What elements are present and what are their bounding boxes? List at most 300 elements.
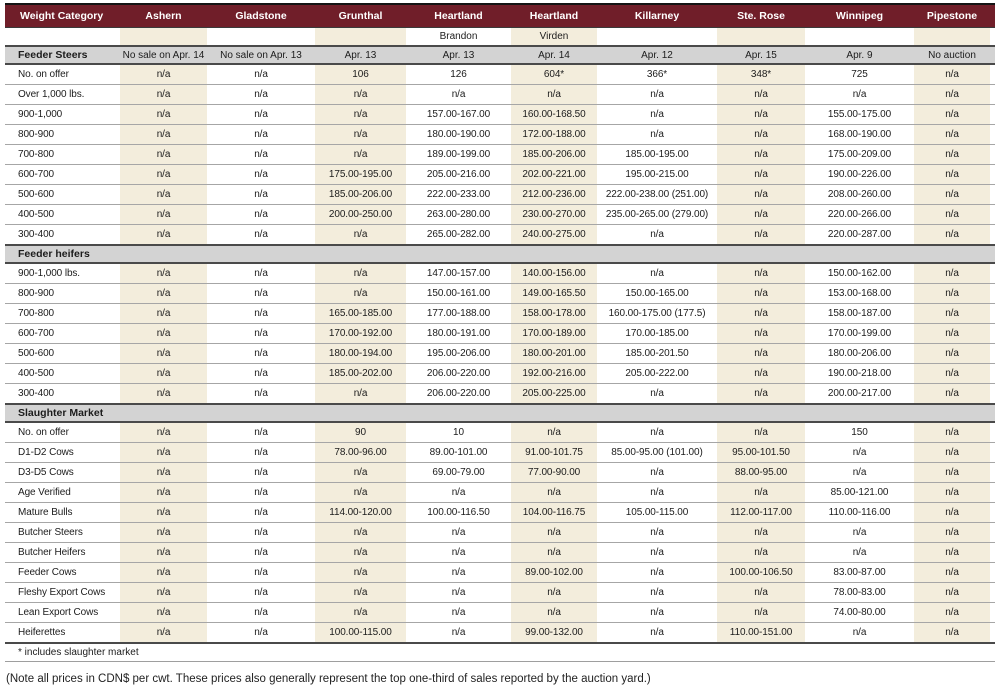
value-cell: 189.00-199.00 — [426, 149, 491, 160]
value-cell: n/a — [909, 225, 995, 246]
value-cell: n/a — [254, 627, 268, 638]
value-cell: n/a — [451, 89, 466, 100]
column-header: Ste. Rose — [712, 4, 810, 28]
subheader-cell — [310, 28, 411, 47]
table-row — [5, 324, 995, 344]
value-cell: n/a — [650, 567, 664, 578]
section-date-cell: No sale on Apr. 13 — [212, 46, 310, 64]
section-header-row — [5, 245, 995, 263]
value-cell: n/a — [254, 328, 268, 339]
value-cell: 348* — [712, 64, 810, 85]
value-cell: n/a — [650, 129, 664, 140]
value-cell: 85.00-121.00 — [830, 487, 889, 498]
value-cell: 89.00-101.00 — [429, 447, 488, 458]
value-cell: n/a — [506, 583, 602, 603]
value-cell: 147.00-157.00 — [426, 268, 491, 279]
value-cell: 99.00-132.00 — [506, 623, 602, 644]
footnote-row — [5, 643, 995, 662]
value-cell: 170.00-192.00 — [310, 324, 411, 344]
value-cell: 83.00-87.00 — [833, 567, 886, 578]
row-label: 400-500 — [18, 368, 54, 379]
value-cell: n/a — [115, 344, 212, 364]
value-cell: n/a — [254, 69, 268, 80]
value-cell: 110.00-151.00 — [712, 623, 810, 644]
value-cell: n/a — [909, 543, 995, 563]
table-row — [5, 64, 995, 85]
section-date-cell — [602, 404, 712, 422]
value-cell: 263.00-280.00 — [426, 209, 491, 220]
value-cell: 240.00-275.00 — [506, 225, 602, 246]
value-cell: n/a — [254, 268, 268, 279]
value-cell: n/a — [712, 483, 810, 503]
value-cell: 195.00-215.00 — [625, 169, 689, 180]
subheader-cell — [212, 28, 310, 47]
row-label: Butcher Heifers — [18, 547, 86, 558]
section-date-cell: Apr. 12 — [602, 46, 712, 64]
section-date-cell — [115, 404, 212, 422]
value-cell: n/a — [451, 567, 466, 578]
subheader-cell — [115, 28, 212, 47]
value-cell: n/a — [254, 507, 268, 518]
value-cell: n/a — [712, 583, 810, 603]
table-row — [5, 583, 995, 603]
table-row — [5, 384, 995, 405]
value-cell: 206.00-220.00 — [426, 368, 491, 379]
table-row — [5, 503, 995, 523]
value-cell: n/a — [909, 263, 995, 284]
section-date-cell — [810, 404, 909, 422]
value-cell: 205.00-225.00 — [506, 384, 602, 405]
value-cell: 725 — [851, 69, 868, 80]
value-cell: n/a — [115, 443, 212, 463]
value-cell: n/a — [115, 503, 212, 523]
value-cell: n/a — [650, 89, 664, 100]
value-cell: n/a — [254, 587, 268, 598]
column-header: Gladstone — [212, 4, 310, 28]
value-cell: n/a — [115, 64, 212, 85]
value-cell: n/a — [115, 463, 212, 483]
table-row — [5, 263, 995, 284]
value-cell: 202.00-221.00 — [506, 165, 602, 185]
cattle-price-table — [5, 3, 995, 662]
value-cell: n/a — [506, 543, 602, 563]
row-label: 400-500 — [18, 209, 54, 220]
value-cell: 74.00-80.00 — [833, 607, 886, 618]
value-cell: n/a — [852, 467, 867, 478]
value-cell: 180.00-194.00 — [310, 344, 411, 364]
value-cell: n/a — [712, 364, 810, 384]
value-cell: n/a — [254, 467, 268, 478]
table-row — [5, 105, 995, 125]
value-cell: n/a — [909, 563, 995, 583]
section-date-cell — [506, 404, 602, 422]
value-cell: n/a — [451, 587, 466, 598]
value-cell: n/a — [254, 308, 268, 319]
value-cell: 206.00-220.00 — [426, 388, 491, 399]
value-cell: 192.00-216.00 — [506, 364, 602, 384]
value-cell: n/a — [712, 523, 810, 543]
value-cell: 149.00-165.50 — [506, 284, 602, 304]
value-cell: n/a — [115, 324, 212, 344]
value-cell: n/a — [852, 527, 867, 538]
table-row — [5, 463, 995, 483]
value-cell: 88.00-95.00 — [712, 463, 810, 483]
value-cell: n/a — [650, 627, 664, 638]
value-cell: n/a — [310, 483, 411, 503]
value-cell: 220.00-287.00 — [827, 229, 892, 240]
value-cell: n/a — [650, 527, 664, 538]
value-cell: n/a — [115, 225, 212, 246]
value-cell: 150.00-162.00 — [827, 268, 892, 279]
value-cell: n/a — [254, 607, 268, 618]
value-cell: 150.00-165.00 — [625, 288, 689, 299]
section-date-cell — [212, 245, 310, 263]
value-cell: 158.00-178.00 — [506, 304, 602, 324]
table-row — [5, 145, 995, 165]
value-cell: n/a — [650, 607, 664, 618]
value-cell: n/a — [852, 547, 867, 558]
table-row — [5, 125, 995, 145]
value-cell: 185.00-206.00 — [310, 185, 411, 205]
value-cell: n/a — [712, 422, 810, 443]
column-header: Pipestone — [909, 4, 995, 28]
value-cell: n/a — [254, 169, 268, 180]
value-cell: n/a — [254, 368, 268, 379]
value-cell: n/a — [650, 229, 664, 240]
subheader-cell — [712, 28, 810, 47]
value-cell: n/a — [254, 288, 268, 299]
value-cell: 77.00-90.00 — [506, 463, 602, 483]
table-row — [5, 85, 995, 105]
value-cell: n/a — [909, 483, 995, 503]
column-header: Heartland — [411, 4, 506, 28]
value-cell: 90 — [310, 422, 411, 443]
row-label: D3-D5 Cows — [18, 467, 74, 478]
value-cell: 222.00-238.00 (251.00) — [605, 189, 709, 200]
value-cell: 185.00-206.00 — [506, 145, 602, 165]
section-header-row — [5, 404, 995, 422]
value-cell: n/a — [310, 263, 411, 284]
value-cell: 165.00-185.00 — [310, 304, 411, 324]
value-cell: n/a — [712, 205, 810, 225]
value-cell: n/a — [254, 487, 268, 498]
table-row — [5, 603, 995, 623]
value-cell: n/a — [650, 547, 664, 558]
price-note-text: (Note all prices in CDN$ per cwt. These prices also generally represent the top one-third of sales reported by the auction yard.) — [6, 673, 651, 685]
value-cell: n/a — [115, 185, 212, 205]
section-header-row — [5, 46, 995, 64]
value-cell: n/a — [712, 105, 810, 125]
value-cell: n/a — [909, 443, 995, 463]
value-cell: n/a — [506, 85, 602, 105]
value-cell: 172.00-188.00 — [506, 125, 602, 145]
value-cell: n/a — [310, 125, 411, 145]
value-cell: n/a — [909, 105, 995, 125]
value-cell: n/a — [712, 324, 810, 344]
value-cell: 126 — [450, 69, 467, 80]
table-row — [5, 523, 995, 543]
row-label: 500-600 — [18, 189, 54, 200]
value-cell: 212.00-236.00 — [506, 185, 602, 205]
column-header: Grunthal — [310, 4, 411, 28]
value-cell: n/a — [451, 547, 466, 558]
table-row — [5, 304, 995, 324]
row-label: 700-800 — [18, 149, 54, 160]
value-cell: 100.00-106.50 — [712, 563, 810, 583]
value-cell: n/a — [115, 263, 212, 284]
value-cell: n/a — [451, 527, 466, 538]
table-row — [5, 543, 995, 563]
row-label: No. on offer — [18, 69, 69, 80]
table-row — [5, 623, 995, 644]
value-cell: n/a — [712, 284, 810, 304]
row-label: Mature Bulls — [18, 507, 73, 518]
value-cell: n/a — [115, 284, 212, 304]
value-cell: 222.00-233.00 — [426, 189, 491, 200]
section-date-cell: No sale on Apr. 14 — [115, 46, 212, 64]
value-cell: 89.00-102.00 — [506, 563, 602, 583]
subheader-cell — [810, 28, 909, 47]
value-cell: n/a — [909, 583, 995, 603]
row-label: 500-600 — [18, 348, 54, 359]
value-cell: n/a — [310, 145, 411, 165]
value-cell: n/a — [115, 422, 212, 443]
section-date-cell — [909, 245, 995, 263]
subheader-cell — [5, 28, 115, 47]
table-row — [5, 364, 995, 384]
row-label: Fleshy Export Cows — [18, 587, 106, 598]
section-date-cell: No auction — [909, 46, 995, 64]
value-cell: n/a — [650, 427, 664, 438]
section-title: Slaughter Market — [5, 404, 115, 422]
value-cell: n/a — [254, 427, 268, 438]
value-cell: 153.00-168.00 — [827, 288, 892, 299]
section-date-cell — [909, 404, 995, 422]
table-row — [5, 185, 995, 205]
value-cell: n/a — [310, 583, 411, 603]
value-cell: n/a — [254, 129, 268, 140]
value-cell: 91.00-101.75 — [506, 443, 602, 463]
value-cell: n/a — [254, 229, 268, 240]
value-cell: n/a — [506, 483, 602, 503]
value-cell: 150.00-161.00 — [426, 288, 491, 299]
value-cell: 106 — [310, 64, 411, 85]
value-cell: 190.00-226.00 — [827, 169, 892, 180]
value-cell: n/a — [254, 149, 268, 160]
value-cell: 220.00-266.00 — [827, 209, 892, 220]
value-cell: 105.00-115.00 — [625, 507, 689, 518]
value-cell: 155.00-175.00 — [827, 109, 892, 120]
value-cell: n/a — [909, 304, 995, 324]
value-cell: n/a — [115, 165, 212, 185]
row-label: Over 1,000 lbs. — [18, 89, 85, 100]
value-cell: n/a — [115, 125, 212, 145]
value-cell: n/a — [254, 447, 268, 458]
value-cell: n/a — [115, 483, 212, 503]
value-cell: n/a — [115, 364, 212, 384]
value-cell: n/a — [310, 284, 411, 304]
value-cell: 208.00-260.00 — [827, 189, 892, 200]
section-date-cell: Apr. 13 — [310, 46, 411, 64]
value-cell: 185.00-201.50 — [625, 348, 689, 359]
value-cell: 104.00-116.75 — [506, 503, 602, 523]
row-label: 600-700 — [18, 328, 54, 339]
value-cell: n/a — [451, 487, 466, 498]
value-cell: n/a — [909, 284, 995, 304]
section-title: Feeder Steers — [5, 46, 115, 64]
subheader-cell: Brandon — [439, 31, 478, 42]
value-cell: n/a — [310, 463, 411, 483]
value-cell: 110.00-116.00 — [828, 507, 891, 518]
row-label: 800-900 — [18, 288, 54, 299]
column-header: Heartland — [506, 4, 602, 28]
table-row — [5, 422, 995, 443]
table-row — [5, 563, 995, 583]
table-row — [5, 225, 995, 246]
value-cell: 205.00-222.00 — [625, 368, 689, 379]
value-cell: n/a — [852, 447, 867, 458]
value-cell: n/a — [909, 205, 995, 225]
subheader-cell — [909, 28, 995, 47]
value-cell: n/a — [712, 344, 810, 364]
section-date-cell — [310, 245, 411, 263]
value-cell: n/a — [712, 185, 810, 205]
value-cell: n/a — [909, 364, 995, 384]
value-cell: n/a — [909, 85, 995, 105]
value-cell: n/a — [909, 422, 995, 443]
row-label: 300-400 — [18, 388, 54, 399]
row-label: Heiferettes — [18, 627, 66, 638]
row-label: Feeder Cows — [18, 567, 77, 578]
footnote-text: * includes slaughter market — [18, 647, 139, 658]
value-cell: n/a — [115, 563, 212, 583]
value-cell: 185.00-202.00 — [310, 364, 411, 384]
value-cell: 10 — [453, 427, 464, 438]
section-date-cell — [212, 404, 310, 422]
value-cell: 175.00-195.00 — [310, 165, 411, 185]
value-cell: n/a — [909, 463, 995, 483]
row-label: Age Verified — [18, 487, 71, 498]
value-cell: n/a — [909, 503, 995, 523]
value-cell: n/a — [254, 388, 268, 399]
value-cell: n/a — [650, 487, 664, 498]
value-cell: n/a — [115, 384, 212, 405]
value-cell: 100.00-116.50 — [427, 507, 490, 518]
value-cell: n/a — [254, 109, 268, 120]
row-label: No. on offer — [18, 427, 69, 438]
value-cell: n/a — [506, 603, 602, 623]
row-label: 700-800 — [18, 308, 54, 319]
column-header: Winnipeg — [810, 4, 909, 28]
section-title: Feeder heifers — [5, 245, 115, 263]
value-cell: n/a — [254, 189, 268, 200]
value-cell: n/a — [712, 263, 810, 284]
value-cell: 160.00-168.50 — [506, 105, 602, 125]
subheader-cell: Virden — [506, 28, 602, 47]
value-cell: n/a — [650, 587, 664, 598]
value-cell: 180.00-190.00 — [426, 129, 491, 140]
value-cell: n/a — [310, 523, 411, 543]
value-cell: 78.00-96.00 — [310, 443, 411, 463]
section-date-cell: Apr. 14 — [506, 46, 602, 64]
value-cell: n/a — [712, 145, 810, 165]
value-cell: 168.00-190.00 — [827, 129, 892, 140]
section-date-cell: Apr. 13 — [411, 46, 506, 64]
section-date-cell — [115, 245, 212, 263]
section-date-cell — [310, 404, 411, 422]
value-cell: 205.00-216.00 — [426, 169, 491, 180]
value-cell: 180.00-206.00 — [827, 348, 892, 359]
value-cell: n/a — [712, 603, 810, 623]
value-cell: n/a — [909, 145, 995, 165]
row-label: 600-700 — [18, 169, 54, 180]
value-cell: n/a — [254, 547, 268, 558]
section-date-cell — [411, 404, 506, 422]
value-cell: n/a — [909, 523, 995, 543]
value-cell: 95.00-101.50 — [712, 443, 810, 463]
value-cell: n/a — [909, 344, 995, 364]
value-cell: n/a — [115, 85, 212, 105]
section-date-cell: Apr. 15 — [712, 46, 810, 64]
table-subheader-row — [5, 28, 995, 47]
section-date-cell — [810, 245, 909, 263]
value-cell: 157.00-167.00 — [426, 109, 491, 120]
value-cell: 85.00-95.00 (101.00) — [611, 447, 703, 458]
section-date-cell — [712, 404, 810, 422]
value-cell: n/a — [310, 603, 411, 623]
row-label: Lean Export Cows — [18, 607, 99, 618]
value-cell: 170.00-189.00 — [506, 324, 602, 344]
value-cell: 177.00-188.00 — [426, 308, 491, 319]
table-row — [5, 165, 995, 185]
value-cell: 200.00-250.00 — [310, 205, 411, 225]
value-cell: n/a — [115, 583, 212, 603]
value-cell: 366* — [646, 69, 668, 80]
value-cell: n/a — [254, 527, 268, 538]
value-cell: 114.00-120.00 — [310, 503, 411, 523]
value-cell: n/a — [712, 225, 810, 246]
section-date-cell — [712, 245, 810, 263]
section-date-cell — [411, 245, 506, 263]
value-cell: 78.00-83.00 — [833, 587, 886, 598]
table-row — [5, 483, 995, 503]
row-label: 800-900 — [18, 129, 54, 140]
value-cell: n/a — [712, 304, 810, 324]
value-cell: n/a — [712, 165, 810, 185]
value-cell: 175.00-209.00 — [827, 149, 892, 160]
value-cell: n/a — [852, 627, 867, 638]
row-label: 900-1,000 lbs. — [18, 268, 80, 279]
value-cell: n/a — [650, 467, 664, 478]
value-cell: n/a — [712, 85, 810, 105]
value-cell: 160.00-175.00 (177.5) — [608, 308, 706, 319]
value-cell: 140.00-156.00 — [506, 263, 602, 284]
value-cell: n/a — [310, 384, 411, 405]
value-cell: n/a — [909, 603, 995, 623]
table-row — [5, 284, 995, 304]
row-label: Butcher Steers — [18, 527, 83, 538]
row-label: 900-1,000 — [18, 109, 63, 120]
value-cell: n/a — [909, 324, 995, 344]
value-cell: 200.00-217.00 — [827, 388, 892, 399]
value-cell: n/a — [451, 607, 466, 618]
value-cell: n/a — [650, 388, 664, 399]
value-cell: n/a — [310, 85, 411, 105]
value-cell: n/a — [115, 623, 212, 644]
section-date-cell: Apr. 9 — [810, 46, 909, 64]
value-cell: n/a — [909, 125, 995, 145]
value-cell: 100.00-115.00 — [310, 623, 411, 644]
